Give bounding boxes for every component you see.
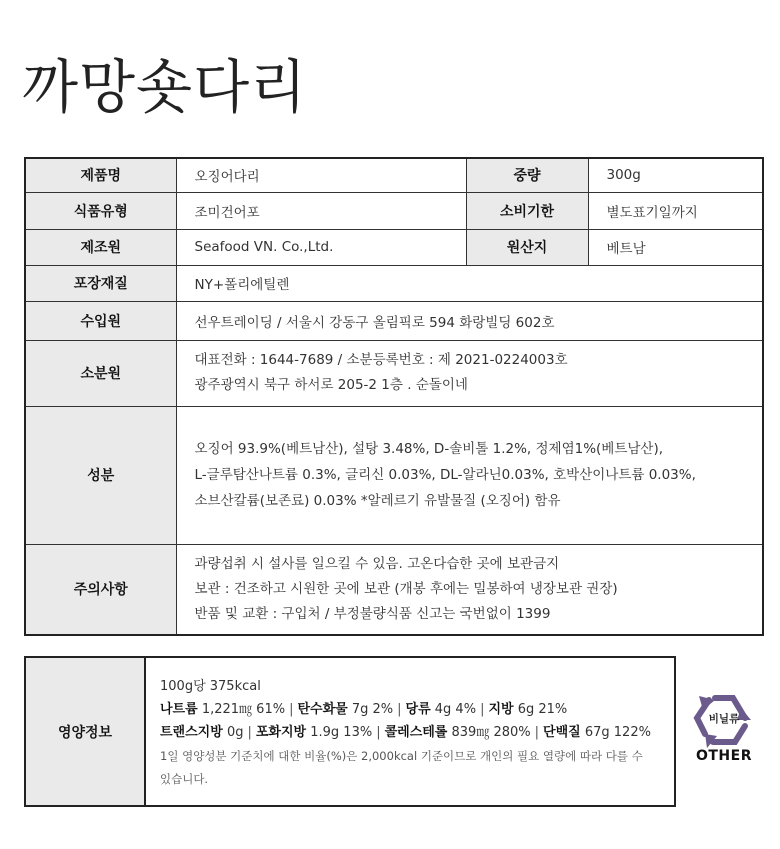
nutrient-name: 콜레스테롤	[384, 725, 448, 741]
table-row	[25, 229, 763, 265]
weight-value: 300g	[588, 158, 763, 192]
nutrition-values	[145, 657, 675, 806]
packaging-label: 포장재질	[25, 265, 176, 301]
table-row	[25, 657, 675, 806]
table-row	[25, 301, 763, 340]
nutrition-label: 영양정보	[25, 657, 145, 806]
distributor-line: 대표전화 : 1644-7689 / 소분등록번호 : 제 2021-0224003호	[194, 352, 568, 369]
nutrient-value: 0g	[226, 725, 244, 741]
caution-line: 과량섭취 시 설사를 일으킬 수 있음. 고온다습한 곳에 보관금지	[194, 555, 560, 572]
importer-value: 선우트레이딩 / 서울시 강동구 올림픽로 594 화랑빌딩 602호	[176, 301, 763, 340]
table-row	[25, 265, 763, 301]
product-info-table	[24, 157, 764, 636]
nutrient-value: 67g 122%	[584, 725, 651, 741]
importer-label: 수입원	[25, 301, 176, 340]
distributor-line: 광주광역시 북구 하서로 205-2 1층 . 순돌이네	[194, 377, 468, 393]
table-row	[25, 544, 763, 635]
nutrient-value: 1.9g 13%	[310, 725, 373, 741]
nutrition-serving: 100g당 375kcal	[160, 678, 261, 694]
nutrient-value: 839㎎ 280%	[451, 725, 531, 741]
manufacturer-value: Seafood VN. Co.,Ltd.	[176, 229, 466, 265]
weight-label: 중량	[466, 158, 588, 192]
nutrient-name: 당류	[405, 702, 431, 718]
food-type-value: 조미건어포	[176, 192, 466, 229]
food-type-label: 식품유형	[25, 192, 176, 229]
table-row	[25, 340, 763, 406]
ingredients-label: 성분	[25, 406, 176, 544]
caution-line: 반품 및 교환 : 구입처 / 부정불량식품 신고는 국번없이 1399	[194, 605, 551, 622]
table-row	[25, 192, 763, 229]
recycle-inner-text: 비닐류	[708, 713, 740, 725]
nutrition-note	[160, 744, 674, 788]
recycle-label: OTHER	[695, 748, 752, 764]
ingredients-line: 소브산칼륨(보존료) 0.03% *알레르기 유발물질 (오징어) 함유	[194, 493, 561, 510]
expiry-value: 별도표기일까지	[588, 192, 763, 229]
product-name-label: 제품명	[25, 158, 176, 192]
caution-value	[176, 544, 763, 635]
table-row	[25, 158, 763, 192]
packaging-value: NY+폴리에틸렌	[176, 265, 763, 301]
nutrient-value: 4g 4%	[434, 702, 477, 718]
distributor-value	[176, 340, 763, 406]
nutrition-row-2: 트랜스지방 0g | 포화지방 1.9g 13% | 콜레스테롤 839㎎ 280% | 단백질 67g 122%	[160, 725, 651, 741]
manufacturer-label: 제조원	[25, 229, 176, 265]
nutrient-name: 트랜스지방	[160, 725, 223, 741]
nutrition-note-line: 있습니다.	[160, 771, 209, 786]
caution-label: 주의사항	[25, 544, 176, 635]
table-row	[25, 406, 763, 544]
nutrition-note-line: 1일 영양성분 기준치에 대한 비율(%)은 2,000kcal 기준이므로 개인의 필요 열량에 따라 다를 수	[160, 749, 643, 764]
page-title: 까망숏다리	[22, 53, 308, 121]
nutrient-name: 탄수화물	[297, 702, 348, 718]
ingredients-line: 오징어 93.9%(베트남산), 설탕 3.48%, D-솔비톨 1.2%, 정제염1%(베트남산),	[194, 440, 664, 457]
nutrient-value: 1,221㎎ 61%	[201, 702, 286, 718]
nutrient-name: 포화지방	[255, 725, 307, 741]
nutrient-value: 6g 21%	[517, 702, 568, 718]
nutrient-name: 단백질	[543, 725, 581, 741]
nutrition-row-1: 나트륨 1,221㎎ 61% | 탄수화물 7g 2% | 당류 4g 4% | 지방 6g 21%	[160, 702, 568, 718]
origin-label: 원산지	[466, 229, 588, 265]
nutrient-value: 7g 2%	[351, 702, 394, 718]
distributor-label: 소분원	[25, 340, 176, 406]
nutrient-name: 나트륨	[160, 702, 198, 718]
ingredients-value	[176, 406, 763, 544]
product-name-value: 오징어다리	[176, 158, 466, 192]
nutrition-table	[24, 656, 676, 807]
nutrient-name: 지방	[488, 702, 514, 718]
ingredients-line: L-글루탐산나트륨 0.3%, 글리신 0.03%, DL-알라닌0.03%, 호박산이나트륨 0.03%,	[194, 466, 696, 483]
origin-value: 베트남	[588, 229, 763, 265]
caution-line: 보관 : 건조하고 시원한 곳에 보관 (개봉 후에는 밀봉하여 냉장보관 권장)	[194, 580, 618, 597]
expiry-label: 소비기한	[466, 192, 588, 229]
recycle-mark	[693, 690, 755, 772]
